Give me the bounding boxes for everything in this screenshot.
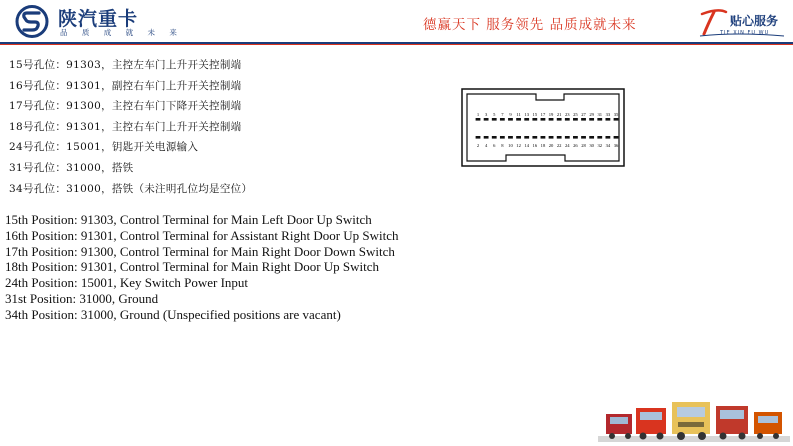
pin-slot-bottom bbox=[557, 136, 562, 139]
pin-label-bottom: 34 bbox=[605, 143, 611, 148]
header bbox=[0, 0, 793, 44]
truck-icon bbox=[606, 414, 632, 439]
pin-label-top: 5 bbox=[493, 112, 496, 117]
english-pin-item: 16th Position: 91301, Control Terminal for Assistant Right Door Up Switch bbox=[5, 227, 399, 243]
pin-slot-bottom bbox=[589, 136, 594, 139]
pin-slot-top bbox=[532, 118, 537, 121]
pin-label-top: 27 bbox=[581, 112, 586, 117]
pin-label-top: 9 bbox=[509, 112, 512, 117]
pin-slot-bottom bbox=[492, 136, 497, 139]
pin-slot-top bbox=[589, 118, 594, 121]
pin-label-top: 29 bbox=[589, 112, 594, 117]
pin-slot-top bbox=[557, 118, 562, 121]
pin-slot-top bbox=[605, 118, 610, 121]
pin-label-top: 3 bbox=[484, 112, 488, 117]
pin-label-top: 33 bbox=[605, 112, 611, 117]
chinese-pin-item: 15号孔位：91303，主控左车门上升开关控制端 bbox=[9, 59, 242, 71]
chinese-pin-item: 24号孔位：15001，钥匙开关电源输入 bbox=[9, 141, 199, 154]
pin-label-top: 21 bbox=[556, 112, 562, 117]
pin-label-top: 17 bbox=[540, 112, 546, 117]
pin-slot-top bbox=[492, 118, 497, 121]
brand-tagline: 品 质 成 就 未 来 bbox=[60, 28, 183, 37]
pin-slot-bottom bbox=[605, 136, 610, 139]
pin-slot-top bbox=[549, 118, 554, 121]
pin-label-top: 35 bbox=[613, 112, 619, 117]
connector-inner-shell bbox=[467, 94, 619, 161]
pin-label-top: 23 bbox=[564, 112, 570, 117]
pin-slot-bottom bbox=[508, 136, 513, 139]
pin-label-bottom: 10 bbox=[508, 143, 513, 148]
slogan: 德赢天下 服务领先 品质成就未来 bbox=[423, 17, 637, 33]
chinese-pin-item: 31号孔位：31000，搭铁 bbox=[9, 161, 134, 174]
pin-label-top: 1 bbox=[476, 112, 480, 117]
pin-label-bottom: 30 bbox=[589, 143, 594, 148]
pin-label-bottom: 26 bbox=[573, 143, 578, 148]
pin-label-bottom: 28 bbox=[581, 143, 586, 148]
english-pin-item: 24th Position: 15001, Key Switch Power Input bbox=[5, 275, 249, 291]
pin-label-bottom: 24 bbox=[564, 143, 570, 148]
pin-label-bottom: 36 bbox=[613, 143, 619, 148]
pin-label-bottom: 22 bbox=[556, 143, 562, 148]
pin-slot-top bbox=[597, 118, 602, 121]
pin-slot-bottom bbox=[500, 136, 505, 139]
pin-slot-bottom bbox=[484, 136, 489, 139]
pin-slot-bottom bbox=[597, 136, 602, 139]
pin-slot-bottom bbox=[524, 136, 529, 139]
brand-name: 陕汽重卡 bbox=[58, 8, 139, 30]
pin-slot-bottom bbox=[516, 136, 521, 139]
pin-slot-top bbox=[516, 118, 521, 121]
chinese-pin-item: 34号孔位：31000，搭铁（未注明孔位均是空位） bbox=[9, 182, 253, 195]
chinese-pin-item: 16号孔位：91301，副控右车门上升开关控制端 bbox=[9, 79, 242, 92]
pin-label-bottom: 6 bbox=[493, 143, 496, 148]
pin-slot-top bbox=[484, 118, 489, 121]
truck-icon bbox=[716, 406, 748, 440]
pin-label-top: 7 bbox=[501, 112, 504, 117]
truck-icon bbox=[754, 412, 782, 439]
pin-label-top: 13 bbox=[524, 112, 530, 117]
pin-slot-top bbox=[614, 118, 619, 121]
english-pin-item: 31st Position: 31000, Ground bbox=[5, 290, 159, 306]
pin-slot-bottom bbox=[581, 136, 586, 139]
pin-slot-top bbox=[508, 118, 513, 121]
header-divider-red bbox=[0, 44, 793, 45]
pin-label-bottom: 2 bbox=[476, 143, 480, 148]
pin-label-top: 19 bbox=[548, 112, 554, 117]
pin-label-top: 15 bbox=[532, 112, 538, 117]
pin-label-bottom: 12 bbox=[516, 143, 521, 148]
english-pin-item: 15th Position: 91303, Control Terminal for Main Left Door Up Switch bbox=[5, 212, 372, 227]
bottom-pin-labels bbox=[477, 143, 619, 148]
pin-slot-bottom bbox=[476, 136, 481, 139]
english-pin-item: 18th Position: 91301, Control Terminal for Main Right Door Up Switch bbox=[5, 259, 380, 275]
chinese-pin-item: 18号孔位：91301，主控右车门上升开关控制端 bbox=[9, 120, 242, 133]
chinese-pin-item: 17号孔位：91300，主控右车门下降开关控制端 bbox=[9, 100, 242, 113]
service-name: 贴心服务 bbox=[730, 14, 779, 28]
pin-slot-top bbox=[581, 118, 586, 121]
pin-slot-bottom bbox=[573, 136, 578, 139]
pin-label-bottom: 14 bbox=[524, 143, 530, 148]
pin-slot-bottom bbox=[532, 136, 537, 139]
pin-slot-top bbox=[541, 118, 546, 121]
pin-slot-bottom bbox=[541, 136, 546, 139]
shaanxi-logo-icon bbox=[12, 5, 52, 38]
pin-slot-top bbox=[500, 118, 505, 121]
pin-label-bottom: 4 bbox=[484, 143, 488, 148]
truck-icon bbox=[672, 402, 710, 440]
pin-slot-top bbox=[476, 118, 481, 121]
pin-label-bottom: 16 bbox=[532, 143, 538, 148]
english-pin-list bbox=[5, 212, 399, 323]
english-pin-item: 17th Position: 91300, Control Terminal for Main Right Door Down Switch bbox=[5, 243, 395, 259]
pin-slot-top bbox=[524, 118, 529, 121]
pin-label-top: 11 bbox=[516, 112, 521, 117]
pin-label-bottom: 18 bbox=[540, 143, 546, 148]
top-pin-row bbox=[476, 118, 619, 121]
bottom-pin-row bbox=[476, 136, 619, 139]
pin-slot-top bbox=[573, 118, 578, 121]
pin-label-top: 25 bbox=[573, 112, 578, 117]
chinese-pin-list bbox=[9, 55, 252, 199]
pin-label-bottom: 32 bbox=[597, 143, 603, 148]
english-pin-item: 34th Position: 31000, Ground (Unspecified positions are vacant) bbox=[5, 306, 341, 322]
connector-diagram bbox=[460, 87, 626, 168]
pin-label-bottom: 8 bbox=[501, 143, 504, 148]
truck-icon bbox=[636, 408, 666, 440]
pin-label-bottom: 20 bbox=[548, 143, 554, 148]
pin-label-top: 31 bbox=[597, 112, 603, 117]
pin-slot-bottom bbox=[549, 136, 554, 139]
pin-slot-top bbox=[565, 118, 570, 121]
service-subtitle: TIE XIN FU WU bbox=[720, 30, 770, 36]
trucks-illustration bbox=[598, 396, 790, 442]
pin-slot-bottom bbox=[565, 136, 570, 139]
pin-slot-bottom bbox=[614, 136, 619, 139]
top-pin-labels bbox=[477, 112, 619, 117]
